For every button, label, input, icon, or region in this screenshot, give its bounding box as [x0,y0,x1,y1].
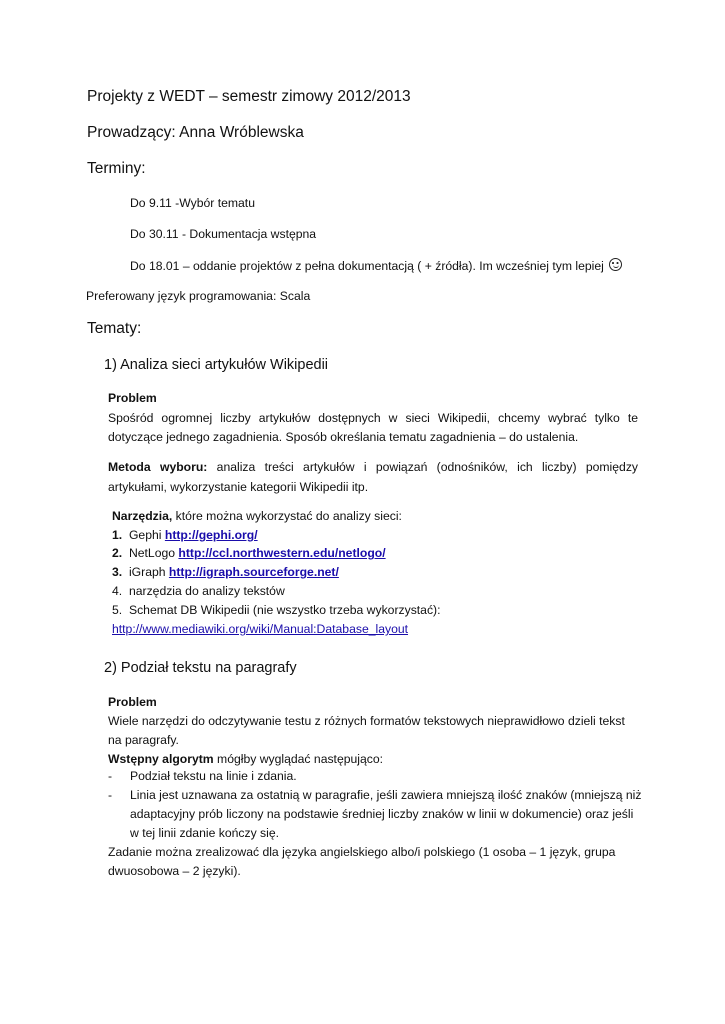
netlogo-link[interactable]: http://ccl.northwestern.edu/netlogo/ [178,546,386,560]
bullet-item: Linia jest uznawana za ostatnią w paragrafie, jeśli zawiera mniejszą ilość znaków (mniejszą niż [130,788,642,802]
method-text-line: artykułami, wykorzystanie kategorii Wikipedii itp. [108,479,369,494]
bullet-dash: - [108,769,113,783]
term-item: Do 18.01 – oddanie projektów z pełna dokumentacją ( + źródła). Im wcześniej tym lepiej [130,258,622,273]
bullet-item-continuation: w tej linii zdanie kończy się. [130,826,280,840]
closing-line: Zadanie można zrealizować dla języka angielskiego albo/i polskiego (1 osoba – 1 język, grupa [108,845,616,859]
tools-label: Narzędzia, [112,509,173,523]
topics-heading: Tematy: [87,320,142,337]
document-title: Projekty z WEDT – semestr zimowy 2012/2013 [87,88,411,105]
list-item: 1. Gephi http://gephi.org/ [112,528,258,542]
list-item: 3. iGraph http://igraph.sourceforge.net/ [112,565,339,579]
closing-line: dwuosobowa – 2 języki). [108,864,241,878]
tools-intro [112,509,402,523]
problem-text-line: Spośród ogromnej liczby artykułów dostępnych w sieci Wikipedii, chcemy wybrać tylko te [108,410,638,425]
bullet-dash: - [108,788,113,802]
topic1-method [108,458,638,497]
problem-text-line: dotyczące jednego zagadnienia. Sposób określania tematu zagadnienia – do ustalenia. [108,430,579,444]
algo-line [108,750,638,769]
algo-label: Wstępny algorytm [108,752,214,766]
topic1-heading: 1) Analiza sieci artykułów Wikipedii [104,357,329,373]
topic1-problem [108,389,638,448]
igraph-link[interactable]: http://igraph.sourceforge.net/ [168,565,339,579]
problem-text-line: na paragrafy. [108,733,179,747]
gephi-link[interactable]: http://gephi.org/ [164,528,258,542]
list-item: 4. narzędzia do analizy tekstów [112,584,285,598]
problem-label: Problem [108,391,157,405]
topic2-problem [108,693,638,769]
problem-label: Problem [108,695,157,709]
list-item [112,622,408,636]
terms-heading: Terminy: [87,160,146,177]
term-item: Do 30.11 - Dokumentacja wstępna [130,227,317,241]
list-item: 5. Schemat DB Wikipedii (nie wszystko trzeba wykorzystać): [112,603,441,617]
topic2-heading: 2) Podział tekstu na paragrafy [104,660,297,676]
schema-link[interactable]: http://www.mediawiki.org/wiki/Manual:Database_layout [112,622,409,636]
list-item: 2. NetLogo http://ccl.northwestern.edu/netlogo/ [112,546,386,560]
algo-text: mógłby wyglądać następująco: [213,752,384,766]
smiley-icon [609,258,622,271]
problem-text-line: Wiele narzędzi do odczytywanie testu z różnych formatów tekstowych nieprawidłowo dzieli tekst [108,714,625,728]
preferred-language: Preferowany język programowania: Scala [86,289,311,303]
method-label: Metoda wyboru: [108,460,208,474]
method-text-line: analiza treści artykułów i powiązań (odnośników, ich liczby) pomiędzy [207,460,639,474]
term-item: Do 9.11 -Wybór tematu [130,196,255,210]
bullet-item: Podział tekstu na linie i zdania. [130,769,297,783]
instructor-line: Prowadzący: Anna Wróblewska [87,124,304,141]
bullet-item-continuation: adaptacyjny prób liczony na podstawie średniej liczby znaków w linii w dokumencie) oraz jeśli [130,807,634,821]
tools-text: które można wykorzystać do analizy sieci: [172,509,402,523]
